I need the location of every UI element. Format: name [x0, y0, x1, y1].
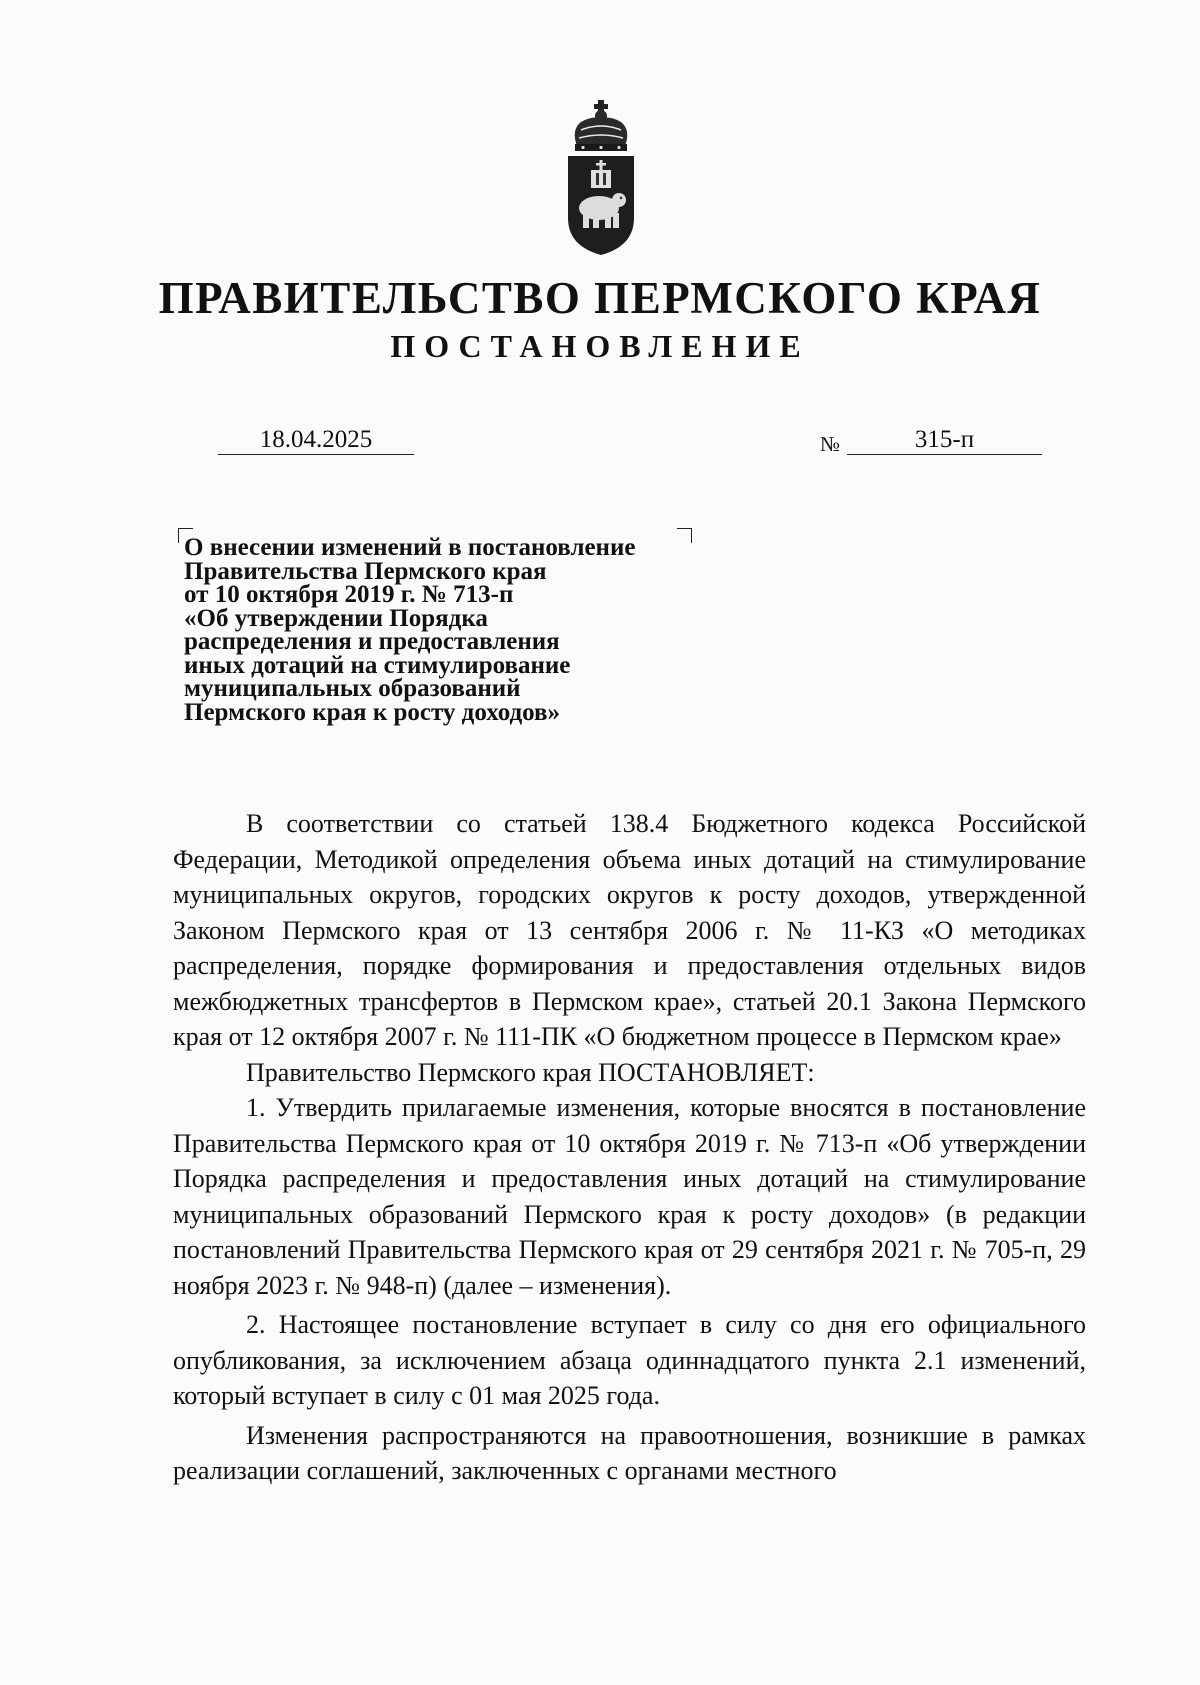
subject-line: «Об утверждении Порядка [184, 604, 488, 632]
body-paragraph-scope: Изменения распространяются на правоотношения, возникшие в рамках реализации соглашений, заключенных с органами местного [173, 1420, 1086, 1485]
organization-title: ПРАВИТЕЛЬСТВО ПЕРМСКОГО КРАЯ [158, 273, 1042, 323]
document-body [173, 806, 1086, 1489]
body-paragraph-preamble: В соответствии со статьей 138.4 Бюджетного кодекса Российской Федерации, Методикой определения объема иных дотаций на стимулирование муниципальных округов, городских округов к росту доходов, утвержденной Законом Пермского края от 13 сентября 2006 г. № 11-КЗ «О методиках распределения, порядке формирования и предоставления отдельных видов межбюджетных трансфертов в Пермском крае», статьей 20.1 Закона Пермского края от 12 октября 2007 г. № 111-ПК «О бюджетном процессе в Пермском крае» [173, 809, 1086, 1051]
document-date: 18.04.2025 [218, 426, 414, 455]
subject-line: распределения и предоставления [184, 628, 560, 655]
body-paragraph-resolves: Правительство Пермского края ПОСТАНОВЛЯЕТ: [246, 1057, 815, 1087]
coat-of-arms-icon [565, 100, 637, 256]
subject-line: Правительства Пермского края [184, 557, 547, 585]
subject-line: муниципальных образований [184, 675, 521, 702]
body-paragraph-item-2: 2. Настоящее постановление вступает в силу со дня его официального опубликования, за исключением абзаца одиннадцатого пункта 2.1 изменений, который вступает в силу с 01 мая 2025 года. [173, 1310, 1086, 1410]
subject-line: от 10 октября 2019 г. № 713-п [184, 581, 514, 608]
subject-line: О внесении изменений в постановление [184, 534, 636, 561]
subject-line: иных дотаций на стимулирование [184, 651, 571, 679]
body-paragraph-item-1: 1. Утвердить прилагаемые изменения, которые вносятся в постановление Правительства Пермского края от 10 октября 2019 г. № 713-п «Об утверждении Порядка распределения и предоставления иных дотаций на стимулирование муниципальных образований Пермского края к росту доходов» (в редакции постановлений Правительства Пермского края от 29 сентября 2021 г. № 705-п, 29 ноября 2023 г. № 948-п) (далее – изменения). [173, 1093, 1086, 1300]
document-type: ПОСТАНОВЛЕНИЕ [390, 328, 810, 364]
document-subject [184, 536, 704, 724]
document-number: 315-п [847, 426, 1042, 455]
number-sign: № [820, 432, 841, 456]
subject-line: Пермского края к росту доходов» [184, 698, 561, 726]
